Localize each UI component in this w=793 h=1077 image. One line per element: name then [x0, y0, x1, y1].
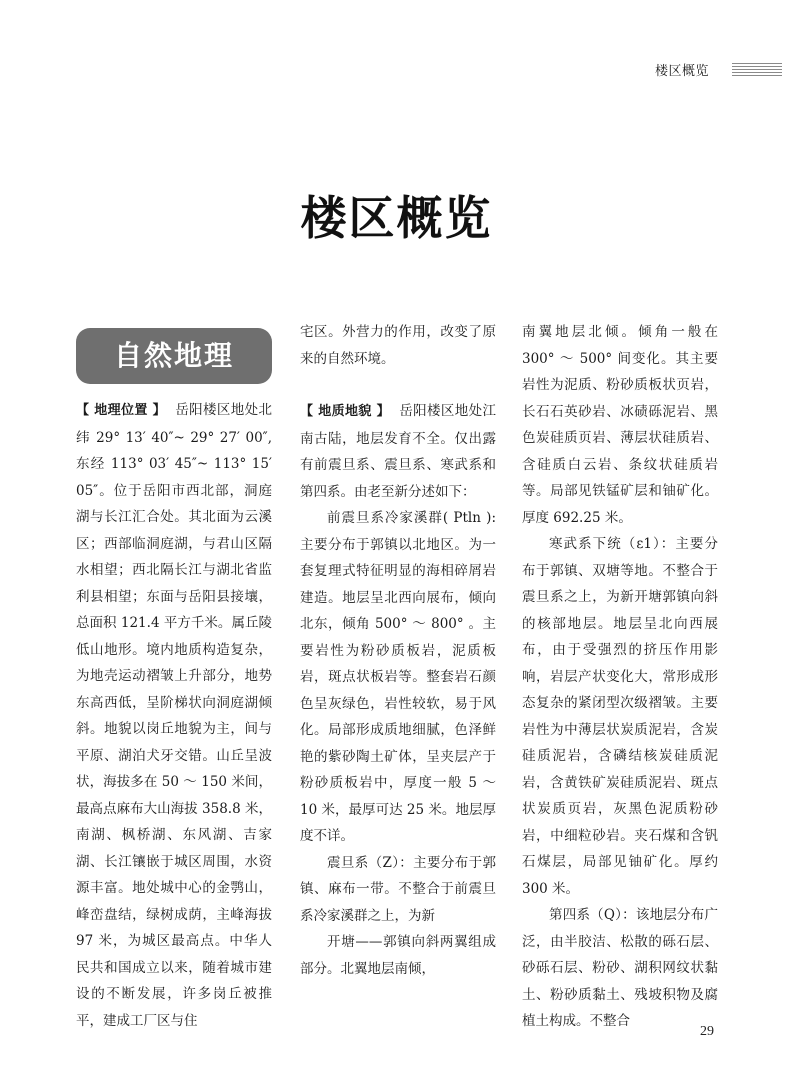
geography-tag: 【 地理位置 】: [76, 403, 166, 418]
text-column-2: [300, 319, 496, 982]
page-number: 29: [700, 1024, 714, 1039]
sinian-paragraph: 震旦系（Z）：主要分布于郭镇、麻布一带。不整合于前震旦系冷家溪群之上，为新: [300, 854, 496, 924]
sinian-paragraph-cont: 开塘——郭镇向斜两翼组成部分。北翼地层南倾，: [300, 934, 496, 977]
geography-text: 岳阳楼区地处北纬 29° 13′ 40″~ 29° 27′ 00″,东经 113° 03′ 45″~ 113° 15′ 05″。位于岳阳市西北部，洞庭湖与长江汇合处。其北面为云溪区；西部临洞庭湖，与君山区隔水相望；西北隔长江与湖北省监利县相望；东面与岳阳县接壤，总面积 121.4 平方千米。属丘陵低山地形。境内地质构造复杂，为地壳运动褶皱上升部分，地势东高西低，呈阶梯状向洞庭湖倾斜。地貌以岗丘地貌为主，间与平原、湖泊犬牙交错。山丘呈波状，海拔多在 50 ～ 150 米间，最高点麻布大山海拔 358.8 米，南湖、枫桥湖、东风湖、吉家湖、长江镶嵌于城区周围，水资源丰富。地处城中心的金鹗山，峰峦盘结，绿树成荫，主峰海拔 97 米，为城区最高点。中华人民共和国成立以来，随着城市建设的不断发展，许多岗丘被推平，建成工厂区与住: [76, 402, 273, 1029]
page-title: 楼区概览: [300, 191, 493, 245]
text-column-3: [522, 319, 718, 1035]
geography-paragraph: [76, 397, 272, 1034]
header-rule-decoration: [732, 63, 782, 78]
text-column-1: [76, 397, 272, 1034]
running-header: 楼区概览: [655, 64, 710, 79]
precambrian-paragraph: 前震旦系冷家溪群( Ptln ):主要分布于郭镇以北地区。为一套复理式特征明显的海相碎屑岩建造。地层呈北西向展布，倾向北东，倾角 500° ～ 800° 。主要岩性为粉砂质板岩，泥质板岩，斑点状板岩等。整套岩石颜色呈灰绿色，岩性较软，易于风化。局部形成质地细腻，色泽鲜艳的紫砂陶土矿体，呈夹层产于粉砂质板岩中，厚度一般 5 ～ 10 米，最厚可达 25 米。地层厚度不详。: [300, 510, 496, 844]
sinian-paragraph-end: 南翼地层北倾。倾角一般在 300° ～ 500° 间变化。其主要岩性为泥质、粉砂质板状页岩，长石石英砂岩、冰碛砾泥岩、黑色炭硅质页岩、薄层状硅质岩、含硅质白云岩、条纹状硅质岩等。局部见铁锰矿层和铀矿化。厚度 692.25 米。: [522, 324, 718, 526]
cambrian-paragraph: 寒武系下统（ε1）：主要分布于郭镇、双塘等地。不整合于震旦系之上，为新开塘郭镇向斜的核部地层。地层呈北向西展布，由于受强烈的挤压作用影响，岩层产状变化大，常形成形态复杂的紧闭型次级褶皱。主要岩性为中薄层状炭质泥岩，含炭硅质泥岩，含磷结核炭硅质泥岩，含黄铁矿炭硅质泥岩、斑点状炭质页岩，灰黑色泥质粉砂岩，中细粒砂岩。夹石煤和含钒石煤层，局部见铀矿化。厚约 300 米。: [522, 536, 718, 897]
geography-continuation: 宅区。外营力的作用，改变了原来的自然环境。: [300, 324, 496, 367]
geology-intro: 岳阳楼区地处江南古陆，地层发育不全。仅出露有前震旦系、震旦系、寒武系和第四系。由老至新分述如下：: [300, 403, 497, 500]
geology-paragraph: [300, 398, 496, 505]
quaternary-paragraph: 第四系（Q）：该地层分布广泛，由半胶洁、松散的砾石层、砂砾石层、粉砂、湖积网纹状黏土、粉砂质黏土、残坡积物及腐植土构成。不整合: [522, 907, 718, 1029]
section-heading-badge: 自然地理: [76, 328, 272, 384]
geology-tag: 【 地质地貌 】: [300, 404, 390, 419]
